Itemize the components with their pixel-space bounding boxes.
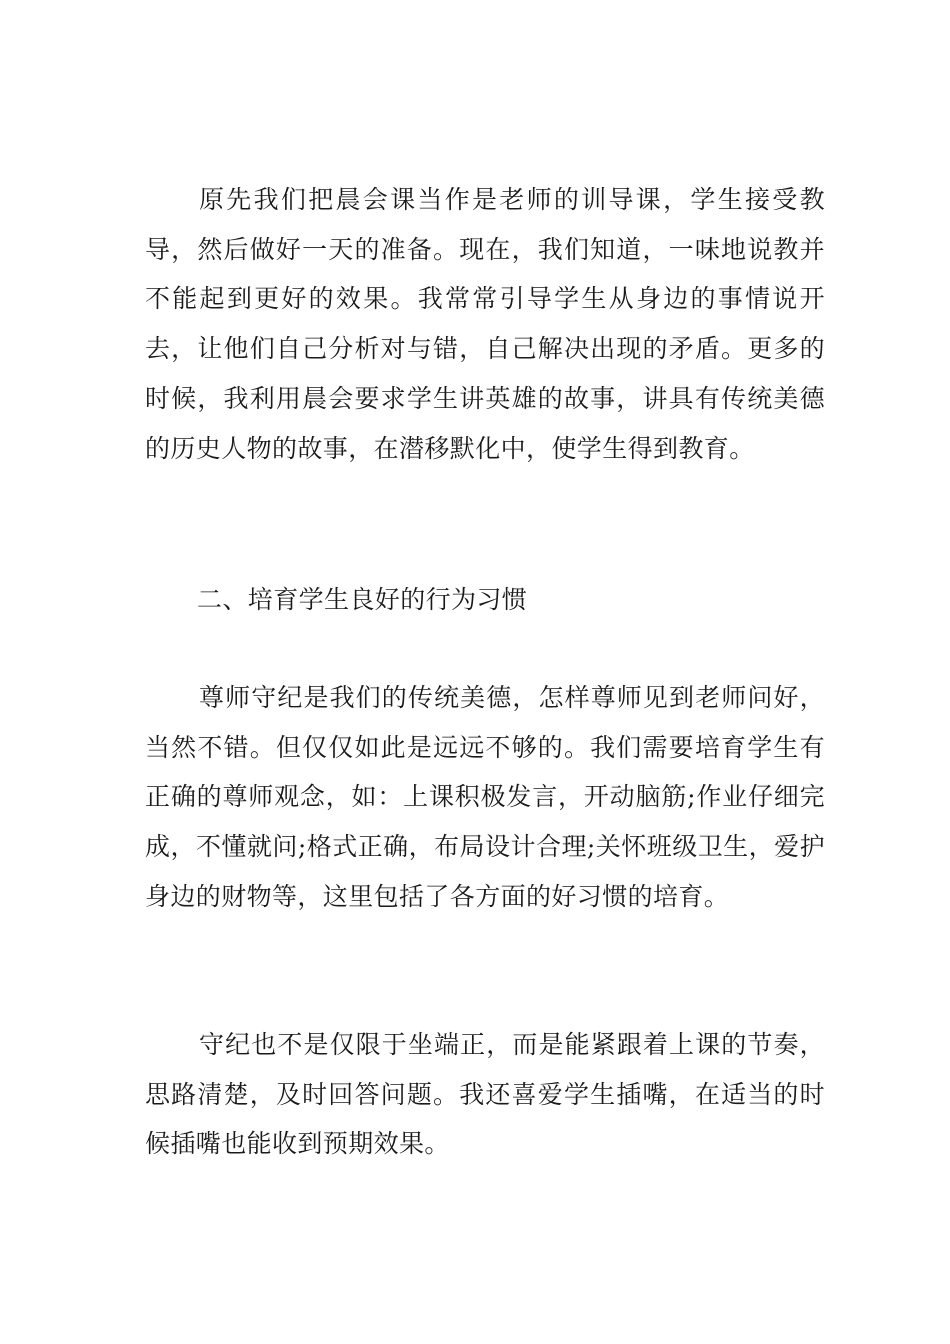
paragraph-respect-discipline: 尊师守纪是我们的传统美德，怎样尊师见到老师问好，当然不错。但仅仅如此是远远不够的。我们需要培育学生有正确的尊师观念，如：上课积极发言，开动脑筋;作业仔细完成，不懂就问;格式正确，布局设计合理;关怀班级卫生，爱护身边的财物等，这里包括了各方面的好习惯的培育。	[145, 683, 825, 911]
section-heading: 二、培育学生良好的行为习惯	[197, 585, 528, 614]
paragraph-discipline-rhythm: 守纪也不是仅限于坐端正，而是能紧跟着上课的节奏，思路清楚，及时回答问题。我还喜爱学生插嘴，在适当的时候插嘴也能收到预期效果。	[145, 1030, 825, 1159]
paragraph-morning-meeting: 原先我们把晨会课当作是老师的训导课，学生接受教导，然后做好一天的准备。现在，我们知道，一味地说教并不能起到更好的效果。我常常引导学生从身边的事情说开去，让他们自己分析对与错，自己解决出现的矛盾。更多的时候，我利用晨会要求学生讲英雄的故事，讲具有传统美德的历史人物的故事，在潜移默化中，使学生得到教育。	[145, 185, 825, 463]
